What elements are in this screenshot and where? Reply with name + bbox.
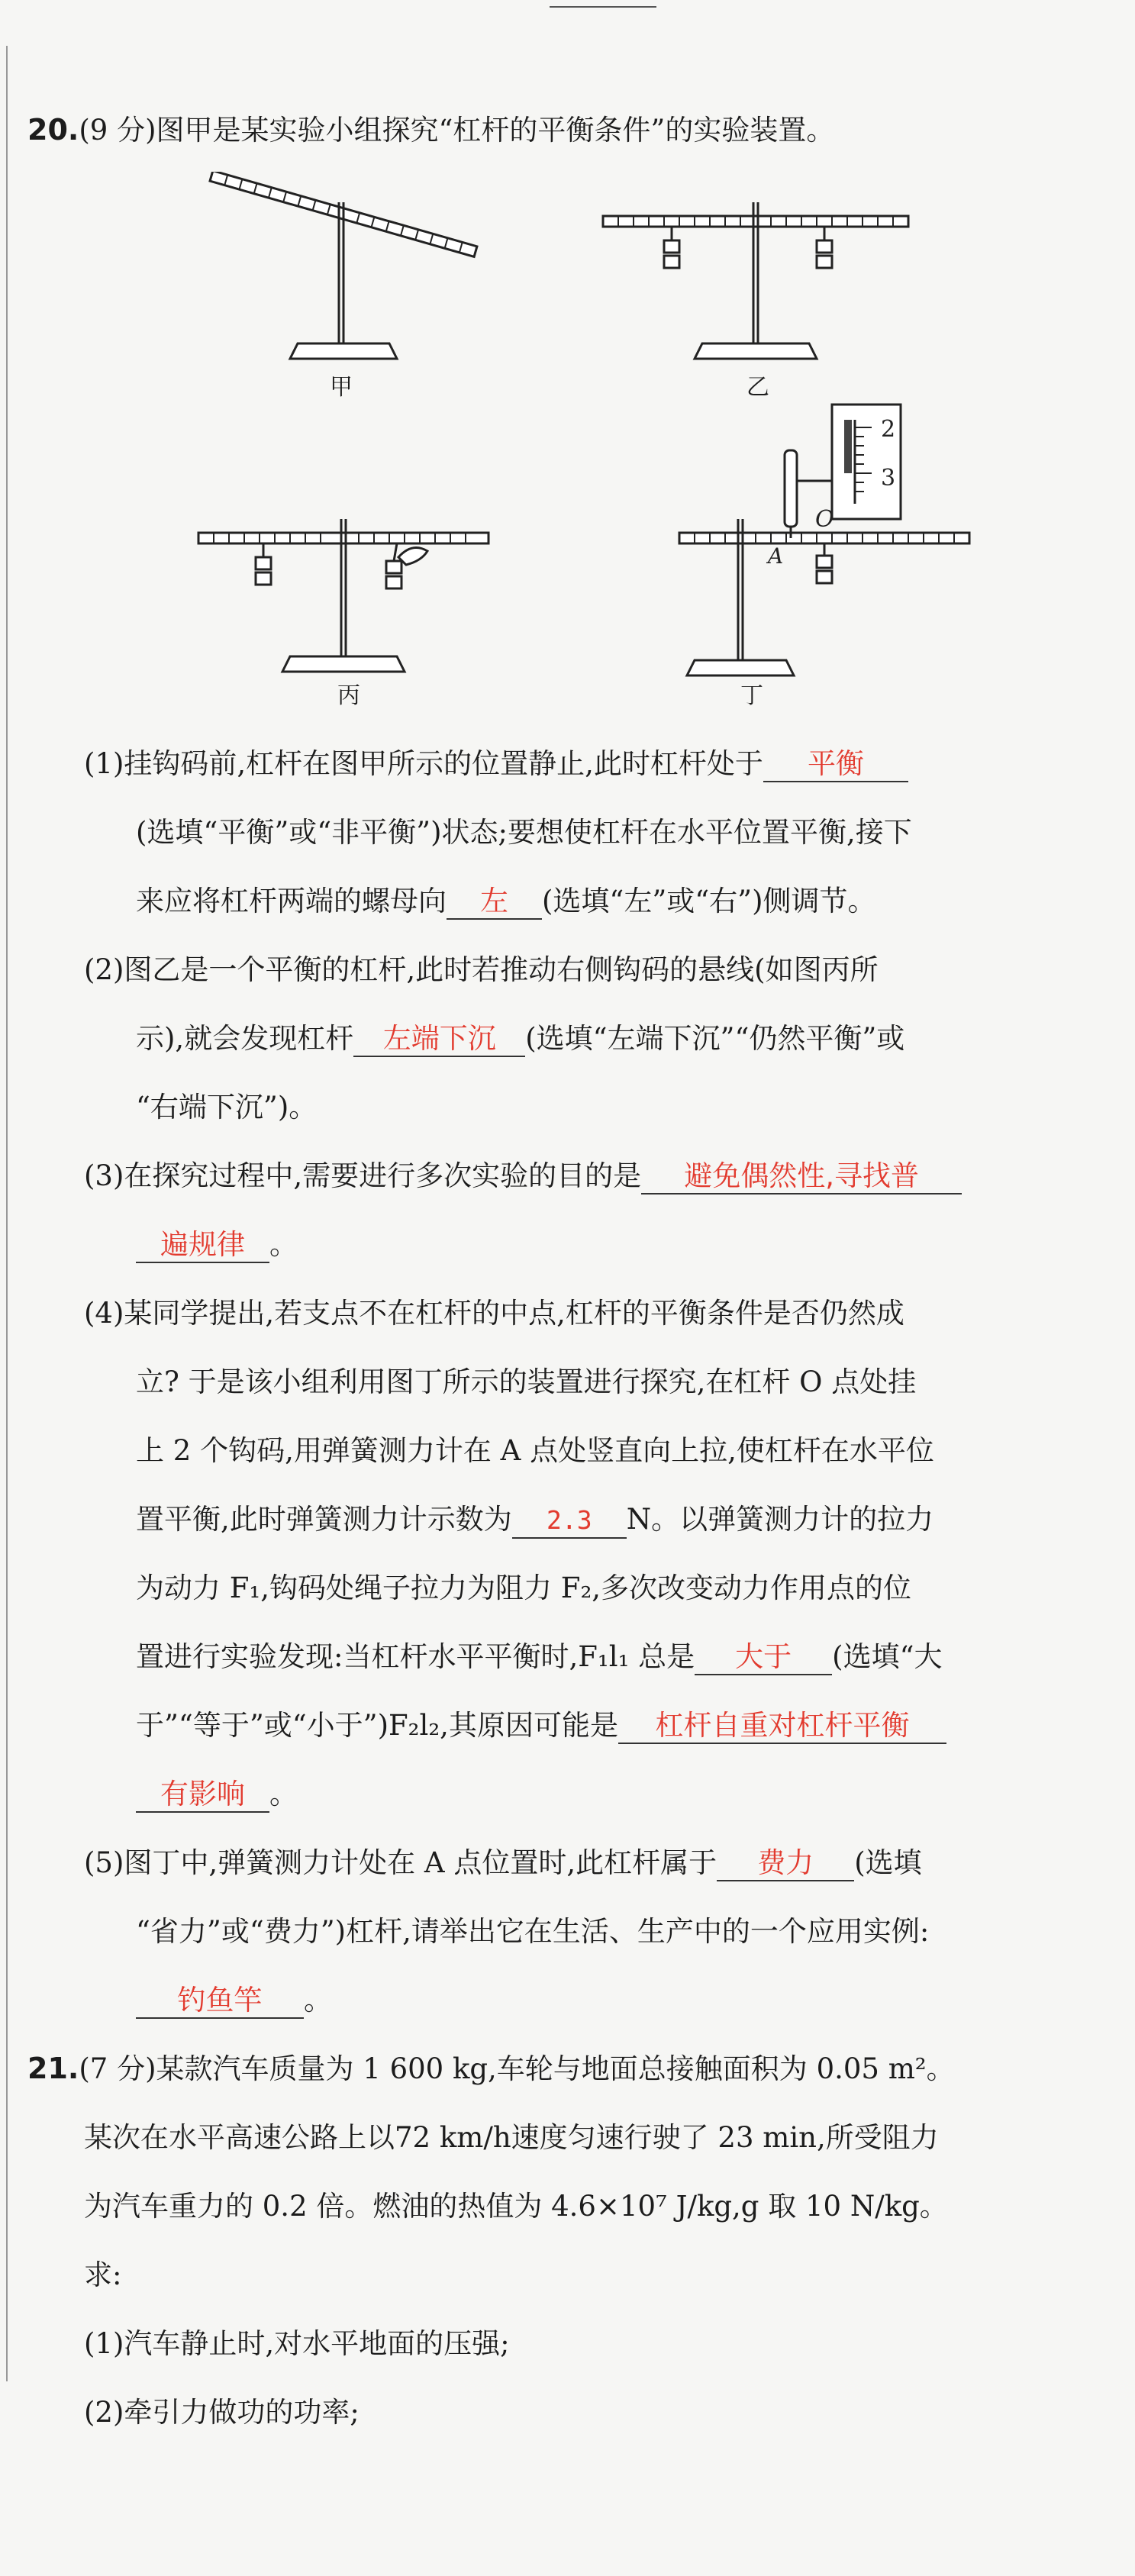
q20-p2-text: 示),就会发现杠杆 xyxy=(136,1022,354,1055)
q20-p4-line7 xyxy=(136,1702,946,1744)
q20-p4-line2: 立? 于是该小组利用图丁所示的装置进行探究,在杠杆 O 点处挂 xyxy=(136,1365,917,1398)
figure-yi xyxy=(595,179,916,370)
ding-scale-3: 3 xyxy=(881,465,896,492)
ding-label-o: O xyxy=(815,506,834,533)
left-margin-rule xyxy=(6,46,8,2381)
answer-blank-9[interactable]: 钓鱼竿 xyxy=(136,1984,304,2019)
answer-blank-5[interactable]: 2.3 xyxy=(512,1504,627,1539)
q20-p3-text: 。 xyxy=(269,1228,298,1261)
q20-p4-text: (选填“大 xyxy=(832,1640,943,1673)
q20-p4-text: N。以弹簧测力计的拉力 xyxy=(626,1503,934,1536)
q20-p4-line6 xyxy=(136,1633,943,1675)
q20-p1-line1 xyxy=(84,740,908,782)
q20-p5-text: (选填 xyxy=(854,1846,922,1879)
q20-p4-line1: (4)某同学提出,若支点不在杠杆的中点,杠杆的平衡条件是否仍然成 xyxy=(84,1297,904,1330)
q20-p2-line2 xyxy=(136,1015,904,1057)
q20-number: 20. xyxy=(27,113,79,147)
q20-p4-line8 xyxy=(136,1771,298,1813)
caption-yi: 乙 xyxy=(746,374,769,401)
q20-p3-line1 xyxy=(84,1153,962,1195)
figure-ding xyxy=(672,397,977,679)
answer-blank-4[interactable]: 避免偶然性,寻找普 xyxy=(641,1159,962,1195)
q20-p5-line2: “省力”或“费力”)杠杆,请举出它在生活、生产中的一个应用实例: xyxy=(136,1915,930,1948)
q20-p5-text: (5)图丁中,弹簧测力计处在 A 点位置时,此杠杆属于 xyxy=(84,1846,717,1879)
answer-blank-8[interactable]: 费力 xyxy=(717,1846,854,1881)
top-rule xyxy=(550,6,656,8)
q20-p4-line5: 为动力 F₁,钩码处绳子拉力为阻力 F₂,多次改变动力作用点的位 xyxy=(136,1572,912,1604)
q21-line2: 某次在水平高速公路上以72 km/h速度匀速行驶了 23 min,所受阻力 xyxy=(84,2121,939,2154)
q20-p4-text: 。 xyxy=(269,1778,298,1810)
q21-sub2: (2)牵引力做功的功率; xyxy=(84,2396,360,2429)
q20-p1-text: (选填“左”或“右”)侧调节。 xyxy=(542,885,876,917)
q20-p5-text: 。 xyxy=(304,1984,332,2017)
q20-p2-text: (选填“左端下沉”“仍然平衡”或 xyxy=(525,1022,905,1055)
q20-p5-line1 xyxy=(84,1839,922,1881)
answer-blank-6[interactable]: 大于 xyxy=(695,1640,832,1675)
caption-bing: 丙 xyxy=(337,682,360,709)
answer-blank-7b[interactable]: 有影响 xyxy=(136,1778,269,1813)
q20-p4-text: 于”“等于”或“小于”)F₂l₂,其原因可能是 xyxy=(136,1709,618,1742)
q20-p4-line3: 上 2 个钩码,用弹簧测力计在 A 点处竖直向上拉,使杠杆在水平位 xyxy=(136,1434,934,1467)
q20-p1-text: (1)挂钩码前,杠杆在图甲所示的位置静止,此时杠杆处于 xyxy=(84,747,763,780)
q20-p4-text: 置平衡,此时弹簧测力计示数为 xyxy=(136,1503,512,1536)
q21-line4: 求: xyxy=(84,2258,122,2291)
q20-header xyxy=(27,107,834,148)
q21-number: 21. xyxy=(27,2052,79,2085)
caption-jia: 甲 xyxy=(330,374,353,401)
q20-p3-line2 xyxy=(136,1221,298,1263)
answer-blank-4b[interactable]: 遍规律 xyxy=(136,1228,269,1263)
answer-blank-2[interactable]: 左 xyxy=(447,885,542,920)
q21-text: (7 分)某款汽车质量为 1 600 kg,车轮与地面总接触面积为 0.05 m²。 xyxy=(79,2052,955,2085)
figure-bing xyxy=(183,504,504,679)
ding-label-a: A xyxy=(768,543,784,569)
q20-p2-line3: “右端下沉”)。 xyxy=(136,1091,318,1124)
q20-p1-line2: (选填“平衡”或“非平衡”)状态;要想使杠杆在水平位置平衡,接下 xyxy=(136,816,912,849)
q21-line1 xyxy=(27,2046,955,2087)
answer-blank-3[interactable]: 左端下沉 xyxy=(353,1022,525,1057)
q20-p2-line1: (2)图乙是一个平衡的杠杆,此时若推动右侧钩码的悬线(如图丙所 xyxy=(84,953,879,986)
answer-blank-7[interactable]: 杠杆自重对杠杆平衡 xyxy=(618,1709,946,1744)
q20-p3-text: (3)在探究过程中,需要进行多次实验的目的是 xyxy=(84,1159,642,1192)
q21-sub1: (1)汽车静止时,对水平地面的压强; xyxy=(84,2327,510,2360)
q20-intro: (9 分)图甲是某实验小组探究“杠杆的平衡条件”的实验装置。 xyxy=(79,114,835,147)
q20-p1-text: 来应将杠杆两端的螺母向 xyxy=(136,885,447,917)
answer-blank-1[interactable]: 平衡 xyxy=(763,747,908,782)
q20-p4-text: 置进行实验发现:当杠杆水平平衡时,F₁l₁ 总是 xyxy=(136,1640,695,1673)
figure-jia xyxy=(198,172,504,370)
q20-p4-line4 xyxy=(136,1496,933,1539)
q21-line3: 为汽车重力的 0.2 倍。燃油的热值为 4.6×10⁷ J/kg,g 取 10 N/kg。 xyxy=(84,2190,948,2223)
q20-p5-line3 xyxy=(136,1977,332,2019)
caption-ding: 丁 xyxy=(740,682,763,709)
q20-p1-line3 xyxy=(136,878,876,920)
ding-scale-2: 2 xyxy=(881,416,896,443)
